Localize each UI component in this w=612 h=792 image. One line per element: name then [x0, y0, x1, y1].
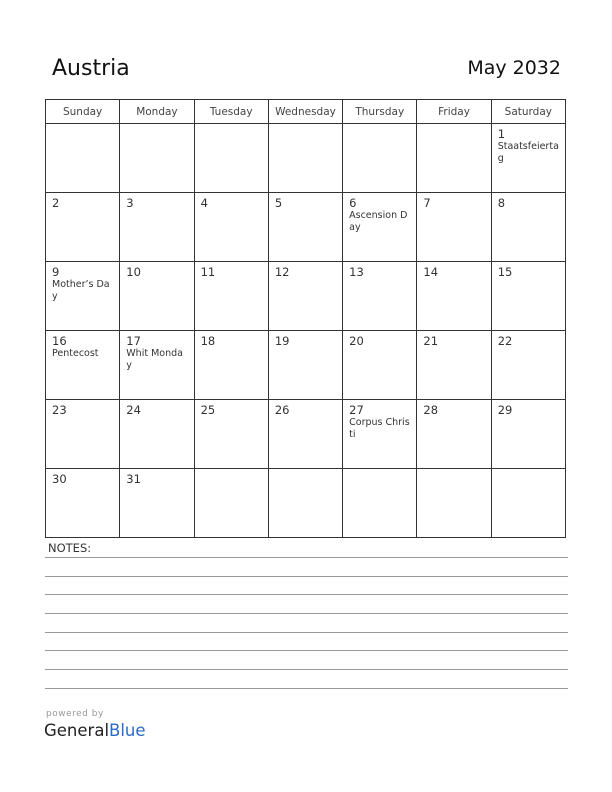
notes-line — [45, 688, 568, 689]
day-number: 29 — [497, 403, 513, 417]
day-cell — [268, 124, 342, 193]
day-cell — [343, 262, 417, 331]
notes-label: NOTES: — [48, 541, 92, 555]
day-cell — [417, 469, 491, 538]
holiday-label: Whit Monday — [126, 348, 183, 371]
day-number: 26 — [274, 403, 290, 417]
day-cell — [417, 193, 491, 262]
day-cell — [343, 124, 417, 193]
brand-general-text: General — [44, 721, 110, 740]
week-row — [46, 469, 566, 538]
day-cell — [491, 193, 565, 262]
day-number: 3 — [126, 196, 134, 210]
day-number: 24 — [126, 403, 141, 417]
day-cell — [120, 331, 194, 400]
day-cell — [417, 124, 491, 193]
day-cell — [268, 400, 342, 469]
day-number: 22 — [497, 334, 513, 348]
day-cell — [343, 193, 417, 262]
weekday-monday: Monday — [120, 100, 194, 124]
day-number: 31 — [126, 472, 141, 486]
weekday-wednesday: Wednesday — [268, 100, 342, 124]
weekday-header-row — [46, 100, 566, 124]
notes-line — [45, 632, 568, 633]
day-cell — [491, 124, 565, 193]
day-number: 25 — [200, 403, 216, 417]
day-cell — [268, 262, 342, 331]
calendar-grid — [45, 99, 566, 538]
weekday-thursday: Thursday — [343, 100, 417, 124]
day-number: 30 — [52, 472, 67, 486]
day-number: 13 — [349, 265, 364, 279]
day-number: 28 — [423, 403, 439, 417]
day-cell — [343, 331, 417, 400]
notes-line — [45, 557, 568, 558]
day-number: 15 — [497, 265, 513, 279]
holiday-label: Corpus Christi — [349, 417, 410, 440]
country-title: Austria — [52, 56, 130, 81]
day-cell — [491, 331, 565, 400]
day-cell — [120, 124, 194, 193]
week-row — [46, 124, 566, 193]
day-number: 5 — [274, 196, 283, 210]
day-cell — [46, 262, 120, 331]
weekday-friday: Friday — [417, 100, 491, 124]
day-cell — [268, 331, 342, 400]
day-number: 19 — [274, 334, 290, 348]
day-cell — [417, 331, 491, 400]
generalblue-logo[interactable] — [44, 721, 146, 740]
day-cell — [120, 193, 194, 262]
day-cell — [46, 469, 120, 538]
holiday-label: Ascension Day — [349, 210, 408, 233]
day-cell — [194, 193, 268, 262]
day-cell — [194, 331, 268, 400]
day-cell — [491, 262, 565, 331]
day-number: 17 — [126, 334, 141, 348]
day-number: 7 — [423, 196, 431, 210]
notes-line — [45, 613, 568, 614]
day-cell — [46, 193, 120, 262]
day-cell — [491, 400, 565, 469]
day-cell — [343, 469, 417, 538]
day-number: 11 — [200, 265, 216, 279]
day-number: 16 — [52, 334, 67, 348]
day-number: 4 — [200, 196, 208, 210]
day-cell — [268, 469, 342, 538]
weekday-tuesday: Tuesday — [194, 100, 268, 124]
day-number: 10 — [126, 265, 141, 279]
day-cell — [194, 469, 268, 538]
week-row — [46, 262, 566, 331]
day-number: 14 — [423, 265, 439, 279]
day-cell — [120, 262, 194, 331]
holiday-label: Pentecost — [52, 348, 99, 359]
day-number: 12 — [274, 265, 290, 279]
day-number: 18 — [200, 334, 216, 348]
day-cell — [194, 400, 268, 469]
day-cell — [120, 400, 194, 469]
day-cell — [120, 469, 194, 538]
day-number: 8 — [497, 196, 506, 210]
day-number: 2 — [52, 196, 60, 210]
week-row — [46, 193, 566, 262]
weekday-saturday: Saturday — [491, 100, 565, 124]
day-number: 27 — [349, 403, 364, 417]
day-cell — [46, 331, 120, 400]
notes-line — [45, 669, 568, 670]
day-number: 1 — [497, 127, 506, 141]
weekday-sunday: Sunday — [46, 100, 120, 124]
brand-blue-text: Blue — [109, 721, 146, 740]
day-cell — [194, 262, 268, 331]
day-cell — [194, 124, 268, 193]
month-year-title: May 2032 — [467, 57, 561, 79]
powered-by-text: powered by — [46, 709, 104, 719]
day-cell — [46, 124, 120, 193]
day-cell — [343, 400, 417, 469]
week-row — [46, 400, 566, 469]
day-cell — [417, 262, 491, 331]
day-cell — [417, 400, 491, 469]
day-number: 20 — [349, 334, 364, 348]
day-cell — [491, 469, 565, 538]
day-number: 21 — [423, 334, 439, 348]
notes-line — [45, 650, 568, 651]
holiday-label: Mother’s Day — [52, 279, 110, 302]
day-number: 9 — [52, 265, 60, 279]
holiday-label: Staatsfeiertag — [497, 141, 559, 164]
day-cell — [268, 193, 342, 262]
notes-line — [45, 576, 568, 577]
day-cell — [46, 400, 120, 469]
notes-line — [45, 594, 568, 595]
week-row — [46, 331, 566, 400]
day-number: 23 — [52, 403, 67, 417]
day-number: 6 — [349, 196, 357, 210]
